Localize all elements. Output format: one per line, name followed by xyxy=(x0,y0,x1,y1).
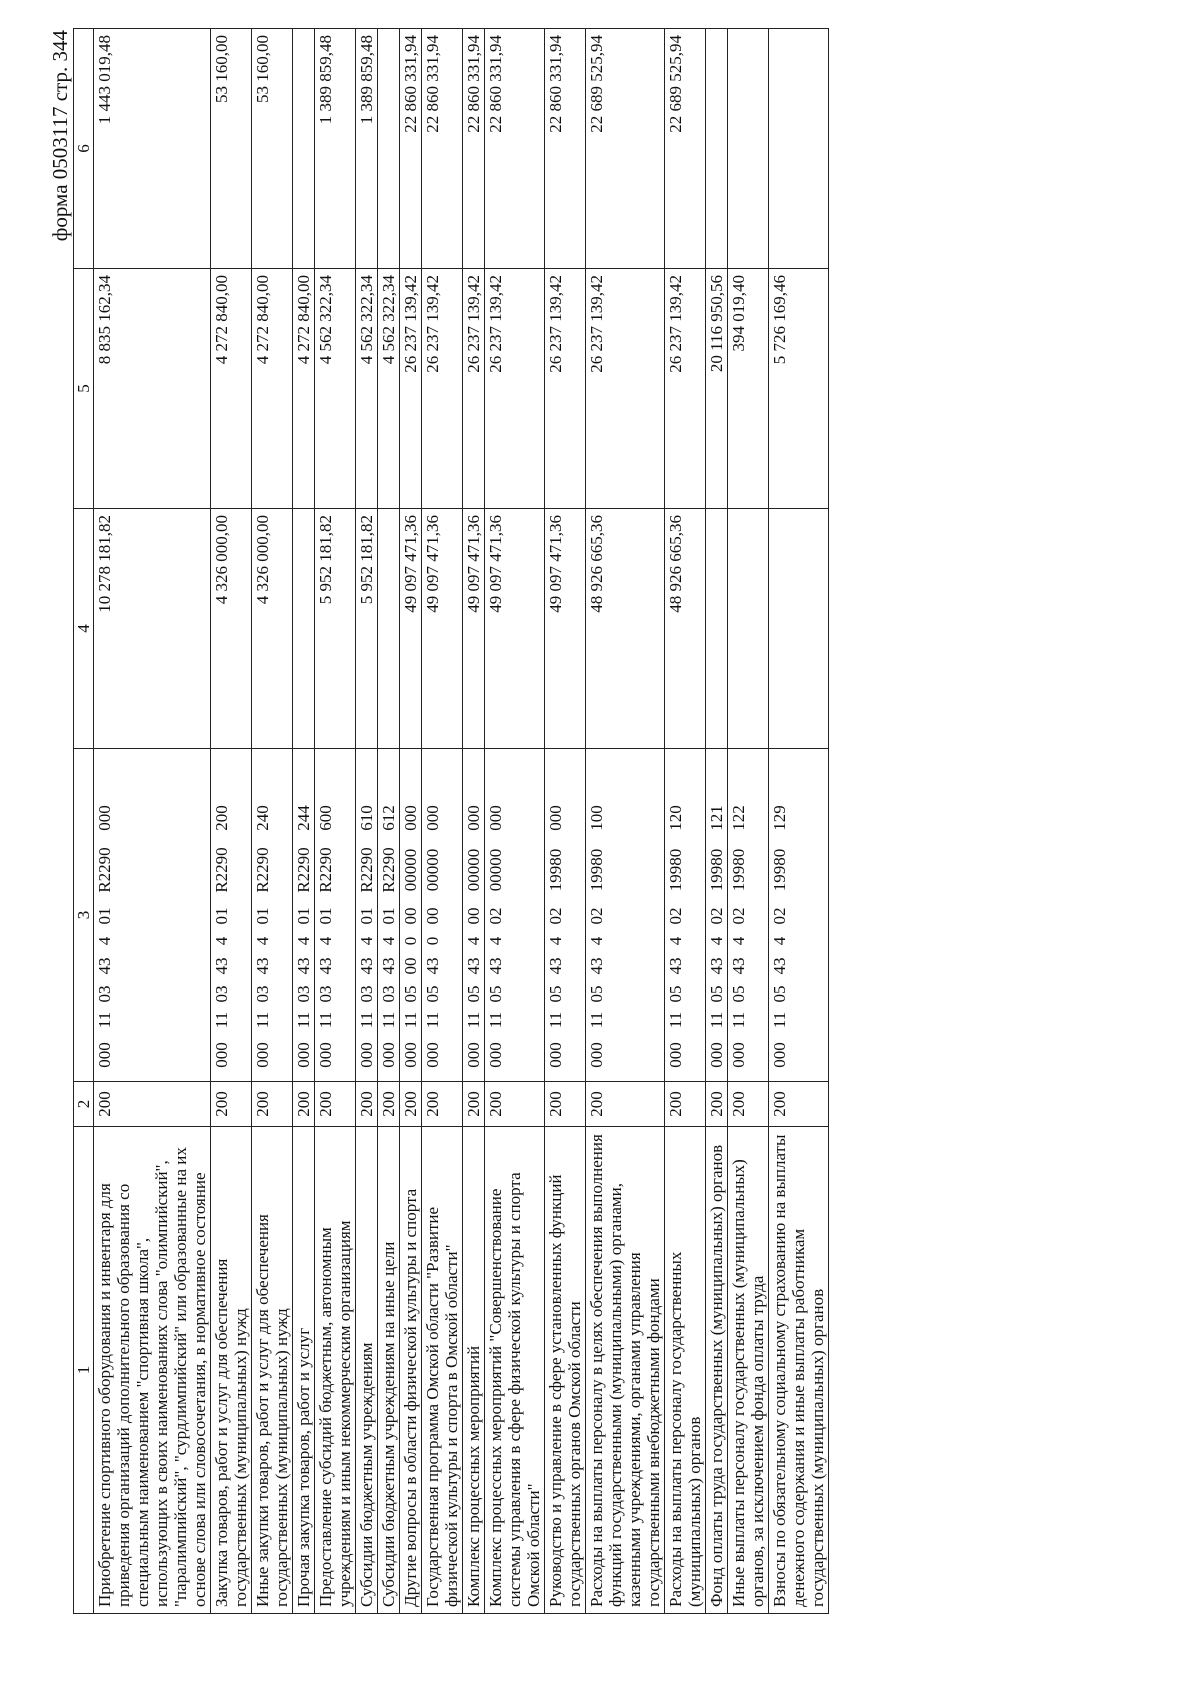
table-row xyxy=(706,29,728,1614)
budget-code-cell xyxy=(706,749,728,1082)
budget-code-part: 11 xyxy=(294,1011,313,1029)
budget-code-part: 000 xyxy=(486,805,505,831)
budget-code-part: R2290 xyxy=(294,847,313,893)
budget-code xyxy=(423,753,442,1077)
budget-code-part: 05 xyxy=(770,985,789,1003)
line-code-cell: 200 xyxy=(545,1082,586,1127)
budget-code-part: 200 xyxy=(212,805,231,831)
line-code-cell: 200 xyxy=(422,1082,463,1127)
approved-amount-cell: 48 926 665,36 xyxy=(586,509,665,749)
column-header-3: 3 xyxy=(74,749,94,1082)
budget-code-part: 01 xyxy=(316,907,335,925)
budget-code-part: 4 xyxy=(357,936,376,946)
budget-code-part: 19980 xyxy=(770,848,789,892)
budget-code-part: 19980 xyxy=(587,848,606,892)
budget-code-part: 00000 xyxy=(423,848,442,892)
line-code-cell: 200 xyxy=(706,1082,728,1127)
budget-code xyxy=(253,753,272,1077)
budget-code-part: 03 xyxy=(294,985,313,1003)
line-code-cell: 200 xyxy=(315,1082,356,1127)
budget-code-part: 240 xyxy=(253,805,272,831)
budget-code-part: 19980 xyxy=(707,848,726,892)
budget-code-part: 43 xyxy=(379,957,398,975)
budget-code-part: 43 xyxy=(486,957,505,975)
budget-code-part: 000 xyxy=(95,805,114,831)
executed-amount-cell: 26 237 139,42 xyxy=(400,269,422,509)
budget-code-part: 00 xyxy=(401,907,420,925)
budget-code-part: 11 xyxy=(95,1011,114,1029)
executed-amount-cell: 4 562 322,34 xyxy=(356,269,378,509)
budget-code-cell xyxy=(545,749,586,1082)
budget-code-part: 000 xyxy=(464,805,483,831)
budget-code-part: 000 xyxy=(95,1042,114,1068)
budget-code-cell xyxy=(211,749,252,1082)
approved-amount-cell: 48 926 665,36 xyxy=(665,509,706,749)
budget-code-part: 11 xyxy=(707,1011,726,1029)
budget-code-part: 02 xyxy=(666,907,685,925)
unexecuted-amount-cell: 1 389 859,48 xyxy=(356,29,378,269)
budget-code-cell xyxy=(252,749,293,1082)
budget-code-part: 11 xyxy=(546,1011,565,1029)
budget-code-part: 05 xyxy=(666,985,685,1003)
budget-code-part: 43 xyxy=(707,957,726,975)
unexecuted-amount-cell: 22 860 331,94 xyxy=(400,29,422,269)
budget-code-part: 000 xyxy=(486,1042,505,1068)
row-name-cell: Расходы на выплаты персоналу государственных (муниципальных) органов xyxy=(665,1127,706,1614)
row-name-cell: Взносы по обязательному социальному страхованию на выплаты денежного содержания и иные выплаты работникам государственных (муниципальных) органов xyxy=(769,1127,829,1614)
budget-code-part: 00000 xyxy=(464,848,483,892)
budget-code-part: R2290 xyxy=(316,847,335,893)
table-row xyxy=(356,29,378,1614)
budget-code-part: 4 xyxy=(729,936,748,946)
budget-code-part: 000 xyxy=(770,1042,789,1068)
budget-code-part: 11 xyxy=(729,1011,748,1029)
budget-code xyxy=(486,753,505,1077)
unexecuted-amount-cell: 22 860 331,94 xyxy=(422,29,463,269)
row-name-cell: Комплекс процессных мероприятий "Совершенствование системы управления в сфере физической культуры и спорта Омской области" xyxy=(485,1127,545,1614)
budget-code-cell xyxy=(94,749,211,1082)
row-name-cell: Государственная программа Омской области "Развитие физической культуры и спорта в Омской области" xyxy=(422,1127,463,1614)
budget-code-part: 4 xyxy=(316,936,335,946)
budget-code-part: 000 xyxy=(423,1042,442,1068)
approved-amount-cell: 5 952 181,82 xyxy=(356,509,378,749)
budget-code-part: 05 xyxy=(546,985,565,1003)
budget-code-part: 05 xyxy=(486,985,505,1003)
budget-code-part: 4 xyxy=(546,936,565,946)
executed-amount-cell: 5 726 169,46 xyxy=(769,269,829,509)
budget-code-part: 122 xyxy=(729,805,748,831)
row-name-cell: Предоставление субсидий бюджетным, автономным учреждениям и иным некоммерческим организациям xyxy=(315,1127,356,1614)
row-name-cell: Фонд оплаты труда государственных (муниципальных) органов xyxy=(706,1127,728,1614)
budget-code-part: 11 xyxy=(770,1011,789,1029)
budget-code-part: 03 xyxy=(379,985,398,1003)
approved-amount-cell xyxy=(728,509,769,749)
budget-code-part: 000 xyxy=(666,1042,685,1068)
line-code-cell: 200 xyxy=(211,1082,252,1127)
budget-code-part: 03 xyxy=(316,985,335,1003)
table-row xyxy=(252,29,293,1614)
budget-code xyxy=(401,753,420,1077)
budget-code-part: 43 xyxy=(212,957,231,975)
approved-amount-cell xyxy=(378,509,400,749)
budget-code-part: 4 xyxy=(486,936,505,946)
budget-code-part: 02 xyxy=(707,907,726,925)
budget-code-part: 03 xyxy=(95,985,114,1003)
budget-code-cell xyxy=(400,749,422,1082)
column-header-4: 4 xyxy=(74,509,94,749)
table-row xyxy=(586,29,665,1614)
row-name-cell: Прочая закупка товаров, работ и услуг xyxy=(293,1127,315,1614)
budget-code-part: 19980 xyxy=(546,848,565,892)
approved-amount-cell: 4 326 000,00 xyxy=(211,509,252,749)
budget-code-part: 120 xyxy=(666,805,685,831)
unexecuted-amount-cell: 1 443 019,48 xyxy=(94,29,211,269)
line-code-cell: 200 xyxy=(665,1082,706,1127)
budget-code-part: 05 xyxy=(729,985,748,1003)
budget-code-part: 02 xyxy=(486,907,505,925)
table-row xyxy=(293,29,315,1614)
budget-code-part: 4 xyxy=(253,936,272,946)
budget-code-part: 100 xyxy=(587,805,606,831)
budget-code-part: 4 xyxy=(587,936,606,946)
approved-amount-cell: 10 278 181,82 xyxy=(94,509,211,749)
budget-code xyxy=(464,753,483,1077)
line-code-cell: 200 xyxy=(94,1082,211,1127)
budget-code-part: 000 xyxy=(357,1042,376,1068)
budget-code-part: 11 xyxy=(587,1011,606,1029)
budget-code-part: 03 xyxy=(253,985,272,1003)
table-row xyxy=(728,29,769,1614)
approved-amount-cell: 49 097 471,36 xyxy=(463,509,485,749)
budget-code-part: 02 xyxy=(770,907,789,925)
line-code-cell: 200 xyxy=(356,1082,378,1127)
executed-amount-cell: 26 237 139,42 xyxy=(422,269,463,509)
executed-amount-cell: 4 562 322,34 xyxy=(378,269,400,509)
budget-code-part: 000 xyxy=(401,1042,420,1068)
unexecuted-amount-cell: 22 689 525,94 xyxy=(665,29,706,269)
table-row xyxy=(315,29,356,1614)
budget-code-part: 02 xyxy=(587,907,606,925)
executed-amount-cell: 4 272 840,00 xyxy=(252,269,293,509)
budget-code-part: 4 xyxy=(95,936,114,946)
executed-amount-cell: 8 835 162,34 xyxy=(94,269,211,509)
budget-code-cell xyxy=(728,749,769,1082)
budget-code-part: 11 xyxy=(401,1011,420,1029)
budget-code-part: 11 xyxy=(316,1011,335,1029)
executed-amount-cell: 26 237 139,42 xyxy=(586,269,665,509)
budget-code-part: 000 xyxy=(546,1042,565,1068)
budget-code-part: 4 xyxy=(379,936,398,946)
unexecuted-amount-cell xyxy=(293,29,315,269)
budget-code-part: R2290 xyxy=(95,847,114,893)
unexecuted-amount-cell: 22 860 331,94 xyxy=(485,29,545,269)
unexecuted-amount-cell: 22 860 331,94 xyxy=(545,29,586,269)
budget-code-part: 02 xyxy=(546,907,565,925)
approved-amount-cell: 49 097 471,36 xyxy=(485,509,545,749)
budget-code-part: 01 xyxy=(212,907,231,925)
budget-code xyxy=(707,753,726,1077)
budget-code-part: 19980 xyxy=(666,848,685,892)
approved-amount-cell: 49 097 471,36 xyxy=(422,509,463,749)
budget-code-part: 43 xyxy=(770,957,789,975)
budget-code xyxy=(546,753,565,1077)
budget-code-part: R2290 xyxy=(212,847,231,893)
unexecuted-amount-cell: 53 160,00 xyxy=(252,29,293,269)
budget-code xyxy=(666,753,685,1077)
budget-code-part: 43 xyxy=(464,957,483,975)
budget-code-part: 43 xyxy=(587,957,606,975)
budget-code-cell xyxy=(378,749,400,1082)
budget-code xyxy=(587,753,606,1077)
row-name-cell: Иные закупки товаров, работ и услуг для обеспечения государственных (муниципальных) нужд xyxy=(252,1127,293,1614)
budget-code-part: 000 xyxy=(401,805,420,831)
budget-code-part: 000 xyxy=(464,1042,483,1068)
column-header-5: 5 xyxy=(74,269,94,509)
row-name-cell: Приобретение спортивного оборудования и инвентаря для приведения организаций дополнительного образования со специальным наименованием "спортивная школа", использующих в своих наименованиях слова "олимпийский", "паралимпийский", "сурдлимпийский" или образованные на их основе слова или словосочетания, в нормативное состояние xyxy=(94,1127,211,1614)
budget-code-part: 4 xyxy=(707,936,726,946)
budget-code-part: 000 xyxy=(316,1042,335,1068)
budget-code-part: 11 xyxy=(379,1011,398,1029)
budget-code-part: 129 xyxy=(770,805,789,831)
budget-code-part: 000 xyxy=(294,1042,313,1068)
budget-code-part: 000 xyxy=(212,1042,231,1068)
budget-code-part: 03 xyxy=(212,985,231,1003)
line-code-cell: 200 xyxy=(400,1082,422,1127)
budget-code-part: 19980 xyxy=(729,848,748,892)
budget-code-cell xyxy=(356,749,378,1082)
column-header-2: 2 xyxy=(74,1082,94,1127)
budget-code-part: R2290 xyxy=(253,847,272,893)
form-reference: форма 0503117 стр. 344 xyxy=(48,30,72,242)
approved-amount-cell: 49 097 471,36 xyxy=(400,509,422,749)
executed-amount-cell: 26 237 139,42 xyxy=(463,269,485,509)
budget-code-part: 612 xyxy=(379,805,398,831)
budget-code-part: 11 xyxy=(464,1011,483,1029)
approved-amount-cell: 5 952 181,82 xyxy=(315,509,356,749)
budget-code-part: 01 xyxy=(357,907,376,925)
budget-code-part: 600 xyxy=(316,805,335,831)
unexecuted-amount-cell: 22 860 331,94 xyxy=(463,29,485,269)
report-table xyxy=(73,28,829,1614)
unexecuted-amount-cell xyxy=(706,29,728,269)
executed-amount-cell: 4 272 840,00 xyxy=(293,269,315,509)
approved-amount-cell xyxy=(769,509,829,749)
line-code-cell: 200 xyxy=(769,1082,829,1127)
budget-code-cell xyxy=(463,749,485,1082)
budget-code xyxy=(357,753,376,1077)
budget-code-part: 05 xyxy=(401,985,420,1003)
budget-code-part: 43 xyxy=(316,957,335,975)
budget-code-part: 121 xyxy=(707,805,726,831)
budget-code-part: 43 xyxy=(666,957,685,975)
table-row xyxy=(463,29,485,1614)
row-name-cell: Иные выплаты персоналу государственных (муниципальных) органов, за исключением фонда оплаты труда xyxy=(728,1127,769,1614)
row-name-cell: Комплекс процессных мероприятий xyxy=(463,1127,485,1614)
budget-code-part: 4 xyxy=(294,936,313,946)
table-row xyxy=(94,29,211,1614)
table-row xyxy=(485,29,545,1614)
budget-code-part: 00000 xyxy=(401,848,420,892)
executed-amount-cell: 20 116 950,56 xyxy=(706,269,728,509)
approved-amount-cell: 4 326 000,00 xyxy=(252,509,293,749)
table-row xyxy=(400,29,422,1614)
budget-code-part: 4 xyxy=(464,936,483,946)
budget-code-part: R2290 xyxy=(357,847,376,893)
budget-code-part: 43 xyxy=(423,957,442,975)
budget-code-part: 00 xyxy=(423,907,442,925)
table-row xyxy=(665,29,706,1614)
budget-code-part: 4 xyxy=(770,936,789,946)
budget-code-cell xyxy=(769,749,829,1082)
unexecuted-amount-cell: 1 389 859,48 xyxy=(315,29,356,269)
row-name-cell: Субсидии бюджетным учреждениям xyxy=(356,1127,378,1614)
budget-code-part: 43 xyxy=(95,957,114,975)
budget-code-cell xyxy=(665,749,706,1082)
budget-code-part: 11 xyxy=(253,1011,272,1029)
budget-code-part: 11 xyxy=(212,1011,231,1029)
table-row xyxy=(422,29,463,1614)
budget-code-part: 000 xyxy=(587,1042,606,1068)
row-name-cell: Субсидии бюджетным учреждениям на иные цели xyxy=(378,1127,400,1614)
budget-code-part: 01 xyxy=(379,907,398,925)
budget-code-part: 11 xyxy=(486,1011,505,1029)
budget-code-part: 0 xyxy=(423,936,442,946)
budget-code-part: 43 xyxy=(729,957,748,975)
row-name-cell: Руководство и управление в сфере установленных функций государственных органов Омской области xyxy=(545,1127,586,1614)
line-code-cell: 200 xyxy=(485,1082,545,1127)
unexecuted-amount-cell: 22 689 525,94 xyxy=(586,29,665,269)
unexecuted-amount-cell xyxy=(728,29,769,269)
budget-code-part: 00000 xyxy=(486,848,505,892)
budget-code-part: 11 xyxy=(357,1011,376,1029)
budget-code-cell xyxy=(586,749,665,1082)
approved-amount-cell: 49 097 471,36 xyxy=(545,509,586,749)
budget-code-part: 02 xyxy=(729,907,748,925)
budget-code-part: 05 xyxy=(423,985,442,1003)
budget-code-part: 244 xyxy=(294,805,313,831)
budget-code-part: 43 xyxy=(546,957,565,975)
row-name-cell: Другие вопросы в области физической культуры и спорта xyxy=(400,1127,422,1614)
budget-code-part: 000 xyxy=(253,1042,272,1068)
budget-code xyxy=(770,753,789,1077)
column-header-6: 6 xyxy=(74,29,94,269)
budget-code-cell xyxy=(485,749,545,1082)
unexecuted-amount-cell xyxy=(769,29,829,269)
budget-code xyxy=(729,753,748,1077)
executed-amount-cell: 394 019,40 xyxy=(728,269,769,509)
budget-code-part: 000 xyxy=(423,805,442,831)
line-code-cell: 200 xyxy=(463,1082,485,1127)
row-name-cell: Закупка товаров, работ и услуг для обеспечения государственных (муниципальных) нужд xyxy=(211,1127,252,1614)
budget-code-part: 43 xyxy=(357,957,376,975)
budget-code-part: 000 xyxy=(707,1042,726,1068)
budget-code-part: 01 xyxy=(294,907,313,925)
budget-code-cell xyxy=(293,749,315,1082)
budget-code-part: 11 xyxy=(423,1011,442,1029)
unexecuted-amount-cell: 53 160,00 xyxy=(211,29,252,269)
budget-code-part: 4 xyxy=(212,936,231,946)
budget-code-cell xyxy=(315,749,356,1082)
budget-code-part: 00 xyxy=(464,907,483,925)
budget-code-part: 01 xyxy=(253,907,272,925)
budget-code-part: 01 xyxy=(95,907,114,925)
column-header-1: 1 xyxy=(74,1127,94,1614)
budget-code-part: 610 xyxy=(357,805,376,831)
budget-code-part: R2290 xyxy=(379,847,398,893)
line-code-cell: 200 xyxy=(586,1082,665,1127)
budget-code-part: 11 xyxy=(666,1011,685,1029)
table-row xyxy=(211,29,252,1614)
row-name-cell: Расходы на выплаты персоналу в целях обеспечения выполнения функций государственными (муниципальными) органами, казенными учреждениями, органами управления государственными внебюджетными фондами xyxy=(586,1127,665,1614)
approved-amount-cell xyxy=(293,509,315,749)
budget-code-part: 0 xyxy=(401,936,420,946)
budget-code-part: 00 xyxy=(401,957,420,975)
executed-amount-cell: 26 237 139,42 xyxy=(485,269,545,509)
table-row xyxy=(545,29,586,1614)
unexecuted-amount-cell xyxy=(378,29,400,269)
budget-code-part: 05 xyxy=(707,985,726,1003)
budget-code-part: 05 xyxy=(464,985,483,1003)
budget-code xyxy=(95,753,114,1077)
budget-code xyxy=(379,753,398,1077)
budget-code xyxy=(294,753,313,1077)
budget-code-part: 43 xyxy=(294,957,313,975)
line-code-cell: 200 xyxy=(728,1082,769,1127)
budget-code-part: 000 xyxy=(729,1042,748,1068)
header-row xyxy=(74,29,94,1614)
budget-code-part: 4 xyxy=(666,936,685,946)
budget-code-part: 05 xyxy=(587,985,606,1003)
budget-code-part: 000 xyxy=(546,805,565,831)
executed-amount-cell: 4 272 840,00 xyxy=(211,269,252,509)
line-code-cell: 200 xyxy=(293,1082,315,1127)
budget-code-part: 03 xyxy=(357,985,376,1003)
table-row xyxy=(378,29,400,1614)
executed-amount-cell: 26 237 139,42 xyxy=(545,269,586,509)
budget-code-cell xyxy=(422,749,463,1082)
line-code-cell: 200 xyxy=(378,1082,400,1127)
approved-amount-cell xyxy=(706,509,728,749)
table-row xyxy=(769,29,829,1614)
line-code-cell: 200 xyxy=(252,1082,293,1127)
executed-amount-cell: 4 562 322,34 xyxy=(315,269,356,509)
budget-code-part: 43 xyxy=(253,957,272,975)
budget-code-part: 000 xyxy=(379,1042,398,1068)
executed-amount-cell: 26 237 139,42 xyxy=(665,269,706,509)
budget-code xyxy=(316,753,335,1077)
budget-code xyxy=(212,753,231,1077)
